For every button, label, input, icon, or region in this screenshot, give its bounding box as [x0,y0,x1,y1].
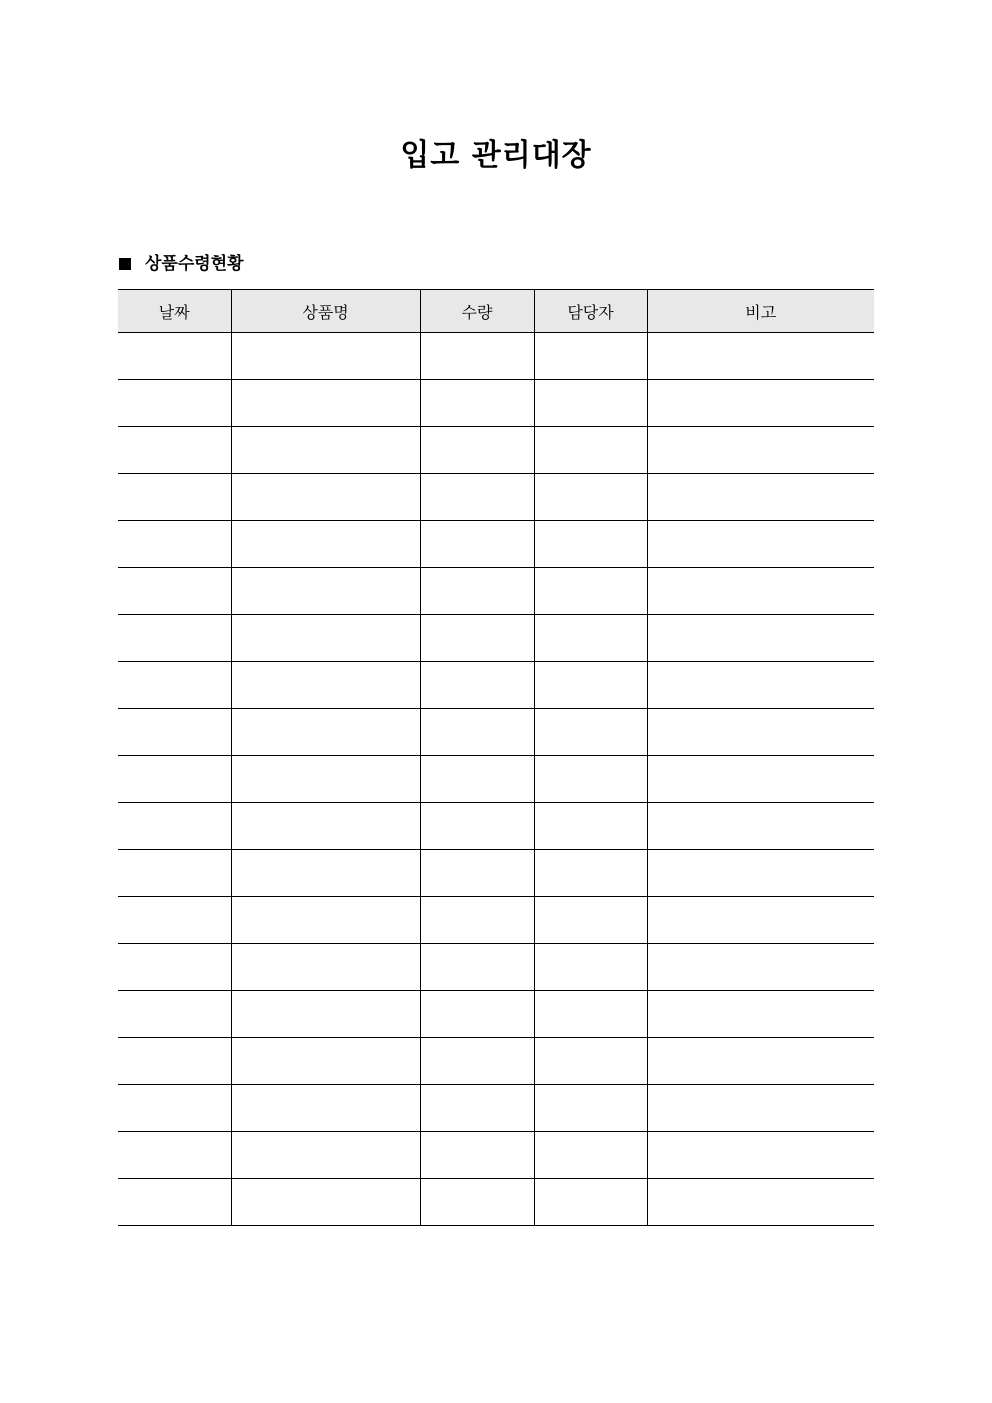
remarks-cell[interactable] [647,521,874,568]
date-cell[interactable] [118,850,231,897]
table-row [118,850,874,897]
quantity-cell[interactable] [420,897,534,944]
manager-cell[interactable] [534,333,647,380]
manager-cell[interactable] [534,380,647,427]
date-cell[interactable] [118,709,231,756]
table-row [118,615,874,662]
column-header-quantity: 수량 [420,290,534,333]
column-header-product-name: 상품명 [231,290,420,333]
date-cell[interactable] [118,662,231,709]
product-name-cell[interactable] [231,380,420,427]
product-name-cell[interactable] [231,333,420,380]
table-row [118,756,874,803]
date-cell[interactable] [118,474,231,521]
black-square-icon [119,258,131,270]
remarks-cell[interactable] [647,709,874,756]
section-heading-label: 상품수령현황 [145,254,244,274]
table-body [118,333,874,1226]
page-title: 입고 관리대장 [400,138,592,173]
manager-cell[interactable] [534,850,647,897]
product-name-cell[interactable] [231,1179,420,1226]
quantity-cell[interactable] [420,850,534,897]
table-row [118,1132,874,1179]
remarks-cell[interactable] [647,474,874,521]
table-row [118,944,874,991]
product-name-cell[interactable] [231,662,420,709]
product-name-cell[interactable] [231,1132,420,1179]
remarks-cell[interactable] [647,991,874,1038]
remarks-cell[interactable] [647,944,874,991]
product-name-cell[interactable] [231,521,420,568]
product-name-cell[interactable] [231,944,420,991]
quantity-cell[interactable] [420,756,534,803]
manager-cell[interactable] [534,944,647,991]
remarks-cell[interactable] [647,427,874,474]
remarks-cell[interactable] [647,1179,874,1226]
product-name-cell[interactable] [231,803,420,850]
product-name-cell[interactable] [231,1085,420,1132]
remarks-cell[interactable] [647,615,874,662]
date-cell[interactable] [118,615,231,662]
date-cell[interactable] [118,333,231,380]
quantity-cell[interactable] [420,615,534,662]
quantity-cell[interactable] [420,380,534,427]
quantity-cell[interactable] [420,568,534,615]
table-header-row [118,290,874,333]
manager-cell[interactable] [534,427,647,474]
column-header-date: 날짜 [118,290,231,333]
remarks-cell[interactable] [647,662,874,709]
manager-cell[interactable] [534,615,647,662]
date-cell[interactable] [118,991,231,1038]
product-name-cell[interactable] [231,991,420,1038]
quantity-cell[interactable] [420,1179,534,1226]
quantity-cell[interactable] [420,709,534,756]
manager-cell[interactable] [534,1085,647,1132]
table-row [118,521,874,568]
date-cell[interactable] [118,1038,231,1085]
manager-cell[interactable] [534,568,647,615]
column-header-manager: 담당자 [534,290,647,333]
table-row [118,662,874,709]
date-cell[interactable] [118,897,231,944]
product-name-cell[interactable] [231,709,420,756]
date-cell[interactable] [118,568,231,615]
quantity-cell[interactable] [420,991,534,1038]
manager-cell[interactable] [534,709,647,756]
remarks-cell[interactable] [647,333,874,380]
product-name-cell[interactable] [231,568,420,615]
manager-cell[interactable] [534,991,647,1038]
manager-cell[interactable] [534,662,647,709]
product-name-cell[interactable] [231,615,420,662]
date-cell[interactable] [118,1132,231,1179]
remarks-cell[interactable] [647,850,874,897]
table-row [118,897,874,944]
manager-cell[interactable] [534,897,647,944]
remarks-cell[interactable] [647,568,874,615]
manager-cell[interactable] [534,803,647,850]
product-name-cell[interactable] [231,756,420,803]
product-name-cell[interactable] [231,897,420,944]
quantity-cell[interactable] [420,333,534,380]
date-cell[interactable] [118,1179,231,1226]
table-row [118,380,874,427]
table-row [118,1179,874,1226]
table-row [118,333,874,380]
date-cell[interactable] [118,1085,231,1132]
table-row [118,568,874,615]
section-heading [119,252,244,276]
date-cell[interactable] [118,944,231,991]
quantity-cell[interactable] [420,803,534,850]
remarks-cell[interactable] [647,756,874,803]
quantity-cell[interactable] [420,662,534,709]
product-name-cell[interactable] [231,850,420,897]
date-cell[interactable] [118,380,231,427]
remarks-cell[interactable] [647,803,874,850]
remarks-cell[interactable] [647,1085,874,1132]
quantity-cell[interactable] [420,944,534,991]
remarks-cell[interactable] [647,380,874,427]
table-row [118,991,874,1038]
manager-cell[interactable] [534,756,647,803]
quantity-cell[interactable] [420,427,534,474]
quantity-cell[interactable] [420,1085,534,1132]
date-cell[interactable] [118,803,231,850]
table-row [118,709,874,756]
table-row [118,1085,874,1132]
table-row [118,1038,874,1085]
receipt-ledger-table [118,289,874,1226]
product-name-cell[interactable] [231,474,420,521]
manager-cell[interactable] [534,474,647,521]
quantity-cell[interactable] [420,1132,534,1179]
manager-cell[interactable] [534,1179,647,1226]
product-name-cell[interactable] [231,427,420,474]
quantity-cell[interactable] [420,521,534,568]
manager-cell[interactable] [534,1038,647,1085]
quantity-cell[interactable] [420,1038,534,1085]
date-cell[interactable] [118,756,231,803]
date-cell[interactable] [118,427,231,474]
product-name-cell[interactable] [231,1038,420,1085]
date-cell[interactable] [118,521,231,568]
manager-cell[interactable] [534,1132,647,1179]
column-header-remarks: 비고 [647,290,874,333]
table-row [118,427,874,474]
table-row [118,474,874,521]
manager-cell[interactable] [534,521,647,568]
remarks-cell[interactable] [647,897,874,944]
remarks-cell[interactable] [647,1038,874,1085]
quantity-cell[interactable] [420,474,534,521]
remarks-cell[interactable] [647,1132,874,1179]
table-row [118,803,874,850]
